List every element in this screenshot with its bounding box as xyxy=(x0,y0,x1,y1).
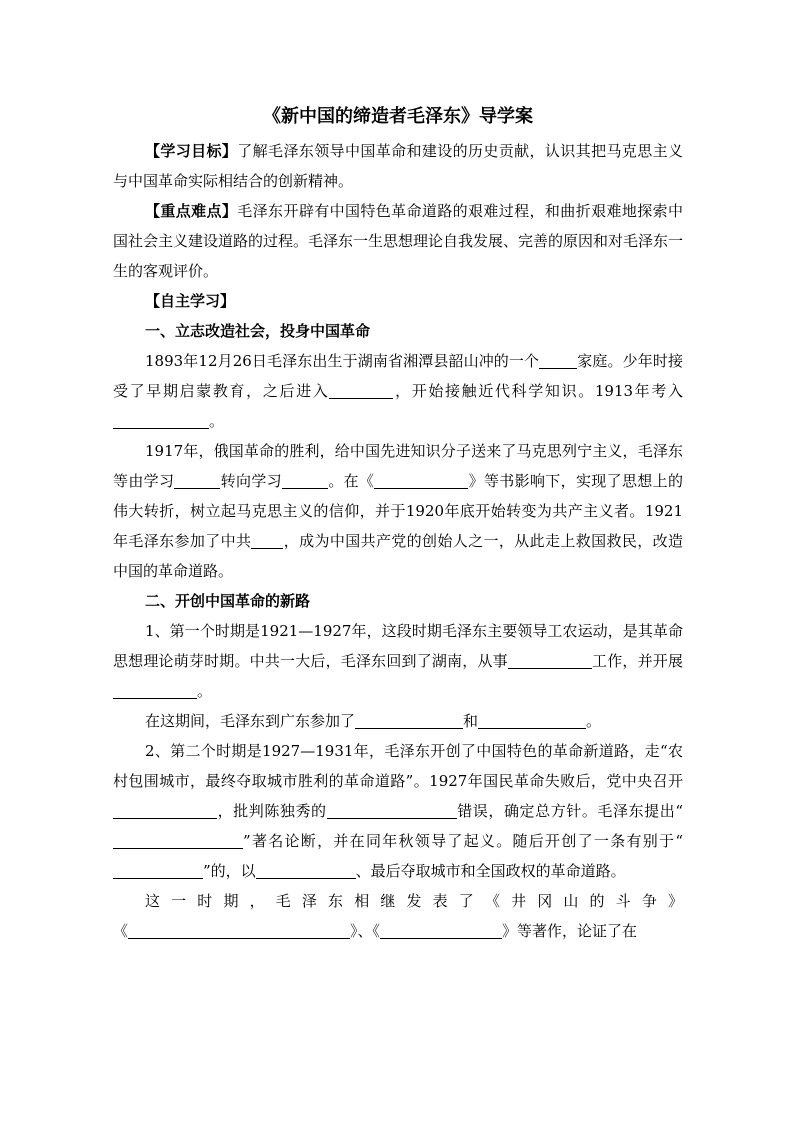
fill-blank[interactable] xyxy=(174,470,220,489)
text: 。 xyxy=(197,682,213,700)
text: ”著名论断，并在同年秋领导了起义。随后开创了一条有别于“ xyxy=(243,832,683,850)
text: 工作，并开展 xyxy=(591,652,683,670)
text: 。在《 xyxy=(327,472,375,490)
text: 和 xyxy=(463,712,479,730)
text: ，成为中国共产党的创始人之一，从此走上救国救民，改造中国的革命道路。 xyxy=(113,532,683,580)
text: ，开始接触近代科学知识。1913年考入 xyxy=(393,382,683,400)
text: 。 xyxy=(209,412,225,430)
key-points-paragraph xyxy=(113,196,683,286)
text: ”的，以 xyxy=(203,862,256,880)
text: 2、第二个时期是1927—1931年，毛泽东开创了中国特色的革命新道路，走“农村包围城市，最终夺取城市胜利的革命道路”。1927年国民革命失败后，党中央召开 xyxy=(113,742,683,790)
fill-blank[interactable] xyxy=(128,920,350,939)
text: 错误，确定总方针。毛泽东提出“ xyxy=(456,802,683,820)
fill-blank[interactable] xyxy=(508,650,592,669)
text: 在这期间，毛泽东到广东参加了 xyxy=(145,712,356,730)
text: 。 xyxy=(586,712,602,730)
learning-goal-label: 【学习目标】 xyxy=(145,142,238,160)
section-1-title: 一、立志改造社会，投身中国革命 xyxy=(145,322,371,340)
text: 家庭。少年时接受了早期启蒙教育，之后进入 xyxy=(113,352,683,400)
paragraph-3 xyxy=(113,616,683,706)
text: 1917年，俄国革命的胜利，给中国先进知识分子送来了马克思列宁主义，毛泽东等由学习 xyxy=(113,442,683,490)
key-points-text: 毛泽东开辟有中国特色革命道路的艰难过程，和曲折艰难地探索中国社会主义建设道路的过程。毛泽东一生思想理论自我发展、完善的原因和对毛泽东一生的客观评价。 xyxy=(113,202,684,280)
fill-blank[interactable] xyxy=(251,530,283,549)
learning-goal-paragraph xyxy=(113,136,683,196)
document-page xyxy=(113,100,683,946)
fill-blank[interactable] xyxy=(256,860,356,879)
paragraph-6-line-1: 这一时期，毛泽东相继发表了《井冈山的斗争》 xyxy=(145,892,683,910)
text: 》等著作，论证了在 xyxy=(502,922,638,940)
fill-blank[interactable] xyxy=(374,470,468,489)
fill-blank[interactable] xyxy=(380,920,502,939)
fill-blank[interactable] xyxy=(113,830,243,849)
text: 《 xyxy=(113,922,129,940)
fill-blank[interactable] xyxy=(113,680,197,699)
text: 1893年12月26日毛泽东出生于湖南省湘潭县韶山冲的一个 xyxy=(145,352,540,370)
fill-blank[interactable] xyxy=(327,800,457,819)
fill-blank[interactable] xyxy=(355,710,463,729)
fill-blank[interactable] xyxy=(282,470,328,489)
text: 》、《 xyxy=(350,922,381,940)
fill-blank[interactable] xyxy=(113,800,217,819)
text: 》等书影响下，实现了思想上的伟大转折，树立起马克思主义的信仰，并于1920年底开始转变为共产主义者。1921年毛泽东参加了中共 xyxy=(113,472,683,550)
fill-blank[interactable] xyxy=(113,860,203,879)
fill-blank[interactable] xyxy=(113,410,209,429)
paragraph-2 xyxy=(113,436,683,586)
doc-title: 《新中国的缔造者毛泽东》导学案 xyxy=(263,106,533,127)
fill-blank[interactable] xyxy=(329,380,393,399)
text: 1、第一个时期是1921—1927年，这段时期毛泽东主要领导工农运动，是其革命思想理论萌芽时期。中共一大后，毛泽东回到了湖南，从事 xyxy=(113,622,683,670)
paragraph-6-line-2 xyxy=(113,916,683,946)
key-points-label: 【重点难点】 xyxy=(145,202,238,220)
paragraph-1 xyxy=(113,346,683,436)
fill-blank[interactable] xyxy=(478,710,586,729)
paragraph-5 xyxy=(113,736,683,886)
self-study-heading: 【自主学习】 xyxy=(145,292,236,310)
text: 、最后夺取城市和全国政权的革命道路。 xyxy=(355,862,626,880)
fill-blank[interactable] xyxy=(539,350,577,369)
text: 转向学习 xyxy=(220,472,282,490)
paragraph-4 xyxy=(113,706,683,736)
text: ，批判陈独秀的 xyxy=(217,802,327,820)
learning-goal-text: 了解毛泽东领导中国革命和建设的历史贡献，认识其把马克思主义与中国革命实际相结合的创新精神。 xyxy=(113,142,683,190)
section-2-title: 二、开创中国革命的新路 xyxy=(145,592,311,610)
